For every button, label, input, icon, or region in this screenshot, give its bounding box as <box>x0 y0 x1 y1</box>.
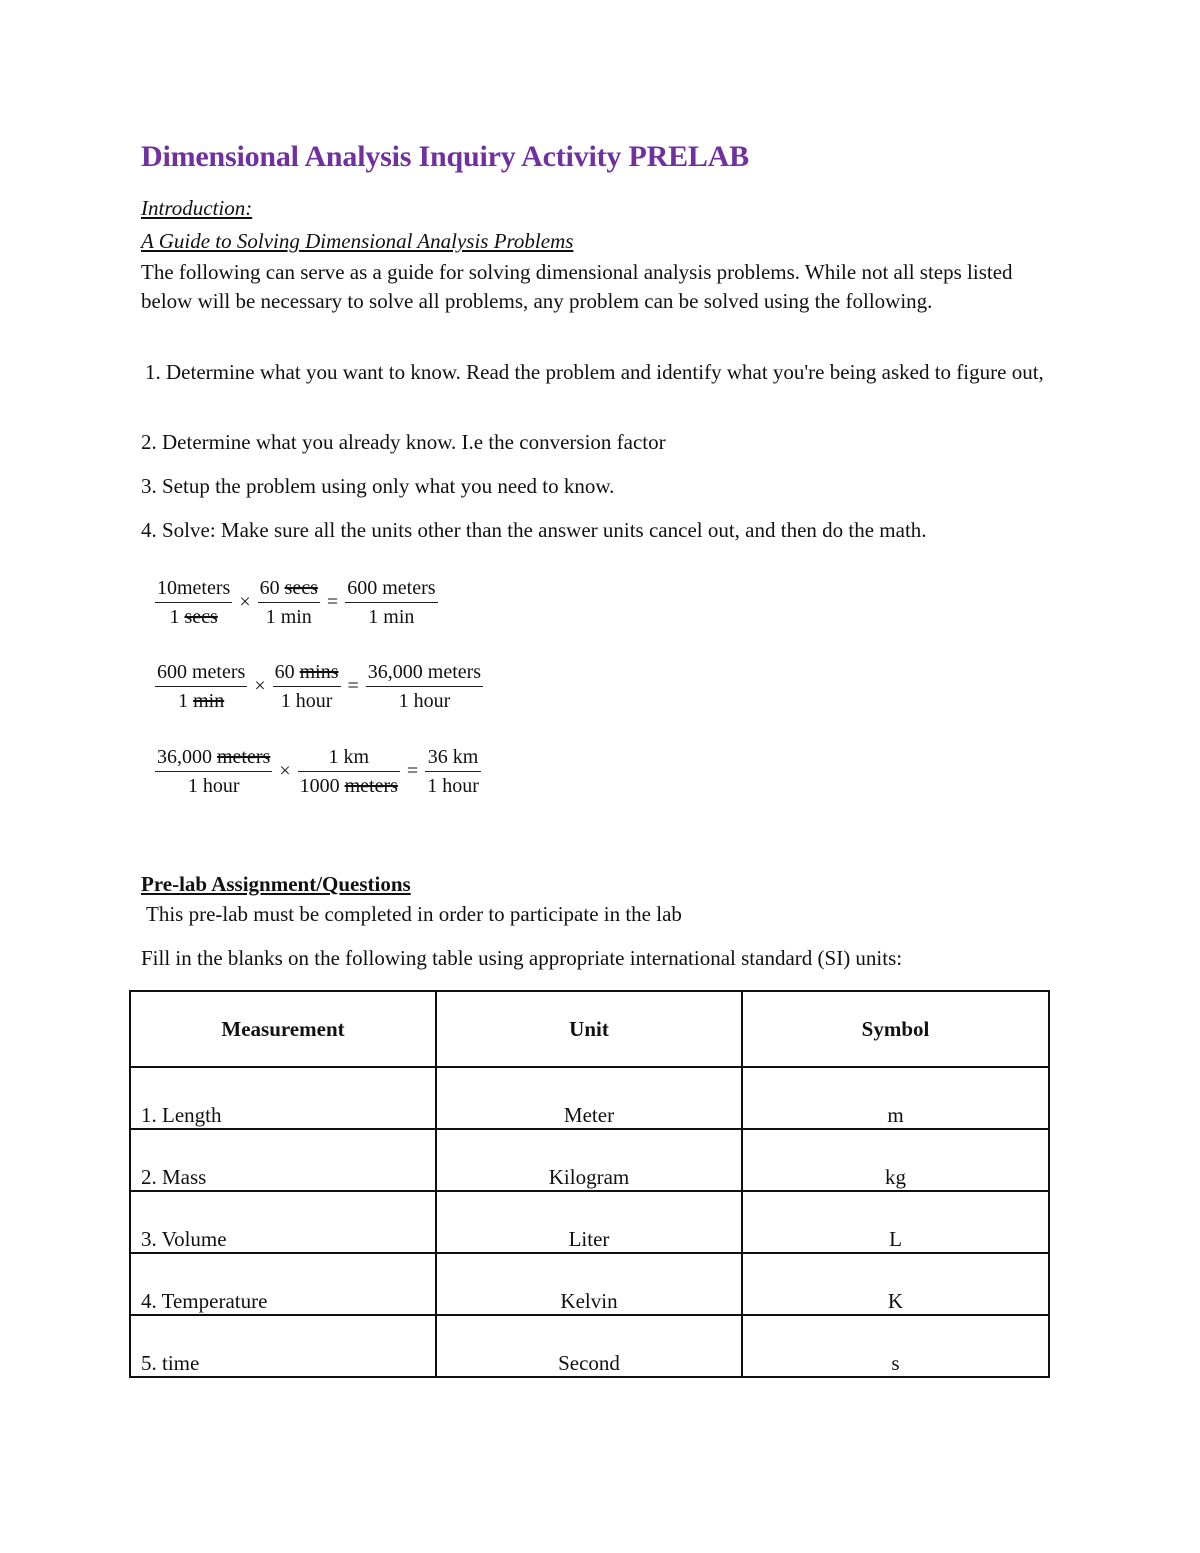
equation-3-fraction-1 <box>155 743 272 800</box>
table-row <box>130 1315 1049 1377</box>
eq-result-denominator: 1 hour <box>427 775 479 797</box>
equation-1-fraction-2 <box>258 574 320 631</box>
times-operator: × <box>279 760 291 782</box>
table-row <box>130 1191 1049 1253</box>
eq-cancelled-term: mins <box>299 661 339 683</box>
eq-term: 1 hour <box>280 690 333 712</box>
eq-cancelled-term: meters <box>217 746 271 768</box>
eq-result-denominator: 1 hour <box>398 690 451 712</box>
equation-1-fraction-1 <box>155 574 232 631</box>
eq-result-numerator: 36 km <box>425 743 481 772</box>
equals-operator: = <box>406 760 419 782</box>
symbol-cell: L <box>742 1191 1049 1253</box>
equation-3-fraction-2 <box>298 743 400 800</box>
equation-3-result <box>425 743 481 800</box>
si-units-table <box>129 990 1050 1378</box>
eq-cancelled-term: meters <box>344 775 398 797</box>
measurement-cell: 5. time <box>130 1315 436 1377</box>
step-2: 2. Determine what you already know. I.e the conversion factor <box>141 430 666 454</box>
step-4: 4. Solve: Make sure all the units other than the answer units cancel out, and then do the math. <box>141 518 927 542</box>
eq-cancelled-term: secs <box>184 606 218 628</box>
step-3: 3. Setup the problem using only what you need to know. <box>141 474 615 498</box>
header-symbol: Symbol <box>742 991 1049 1067</box>
prelab-instruction: Fill in the blanks on the following table using appropriate international standard (SI) units: <box>141 946 903 970</box>
eq-term: 1 hour <box>187 775 240 797</box>
eq-cancelled-term: secs <box>284 577 318 599</box>
eq-term: 600 meters <box>157 661 246 683</box>
header-measurement: Measurement <box>130 991 436 1067</box>
eq-term: 10meters <box>157 577 231 599</box>
eq-term: 60 <box>274 661 300 683</box>
guide-title: A Guide to Solving Dimensional Analysis Problems <box>141 229 574 253</box>
unit-cell: Kilogram <box>436 1129 742 1191</box>
symbol-cell: K <box>742 1253 1049 1315</box>
header-unit: Unit <box>436 991 742 1067</box>
unit-cell: Second <box>436 1315 742 1377</box>
eq-result-numerator: 36,000 meters <box>366 658 483 687</box>
eq-term: 1 <box>178 690 194 712</box>
eq-term: 60 <box>259 577 285 599</box>
symbol-cell: s <box>742 1315 1049 1377</box>
table-row <box>130 1067 1049 1129</box>
times-operator: × <box>254 675 266 697</box>
equals-operator: = <box>326 591 339 613</box>
measurement-cell: 2. Mass <box>130 1129 436 1191</box>
measurement-cell: 4. Temperature <box>130 1253 436 1315</box>
equation-1 <box>155 574 438 631</box>
eq-result-denominator: 1 min <box>368 606 415 628</box>
page-title: Dimensional Analysis Inquiry Activity PRELAB <box>141 140 749 173</box>
equation-2 <box>155 658 483 715</box>
unit-cell: Kelvin <box>436 1253 742 1315</box>
eq-term: 1000 <box>299 775 345 797</box>
prelab-heading: Pre-lab Assignment/Questions <box>141 872 411 896</box>
eq-term: 36,000 <box>157 746 217 768</box>
eq-term: 1 min <box>265 606 312 628</box>
equation-2-result <box>366 658 483 715</box>
times-operator: × <box>239 591 251 613</box>
table-row <box>130 1253 1049 1315</box>
equation-2-fraction-1 <box>155 658 247 715</box>
symbol-cell: m <box>742 1067 1049 1129</box>
measurement-cell: 3. Volume <box>130 1191 436 1253</box>
symbol-cell: kg <box>742 1129 1049 1191</box>
equation-3 <box>155 743 481 800</box>
table-header-row <box>130 991 1049 1067</box>
equation-1-result <box>345 574 437 631</box>
eq-result-numerator: 600 meters <box>345 574 437 603</box>
equation-2-fraction-2 <box>273 658 341 715</box>
table-row <box>130 1129 1049 1191</box>
eq-term: 1 km <box>328 746 370 768</box>
unit-cell: Meter <box>436 1067 742 1129</box>
prelab-note: This pre-lab must be completed in order to participate in the lab <box>146 902 682 926</box>
step-1: 1. Determine what you want to know. Read the problem and identify what you're being asked to figure out, <box>145 360 1044 384</box>
unit-cell: Liter <box>436 1191 742 1253</box>
guide-paragraph: The following can serve as a guide for solving dimensional analysis problems. While not all steps listed below will be necessary to solve all problems, any problem can be solved using the following. <box>141 260 1013 313</box>
eq-cancelled-term: min <box>193 690 225 712</box>
introduction-label: Introduction: <box>141 196 253 220</box>
equals-operator: = <box>347 675 359 697</box>
eq-term: 1 <box>169 606 185 628</box>
measurement-cell: 1. Length <box>130 1067 436 1129</box>
